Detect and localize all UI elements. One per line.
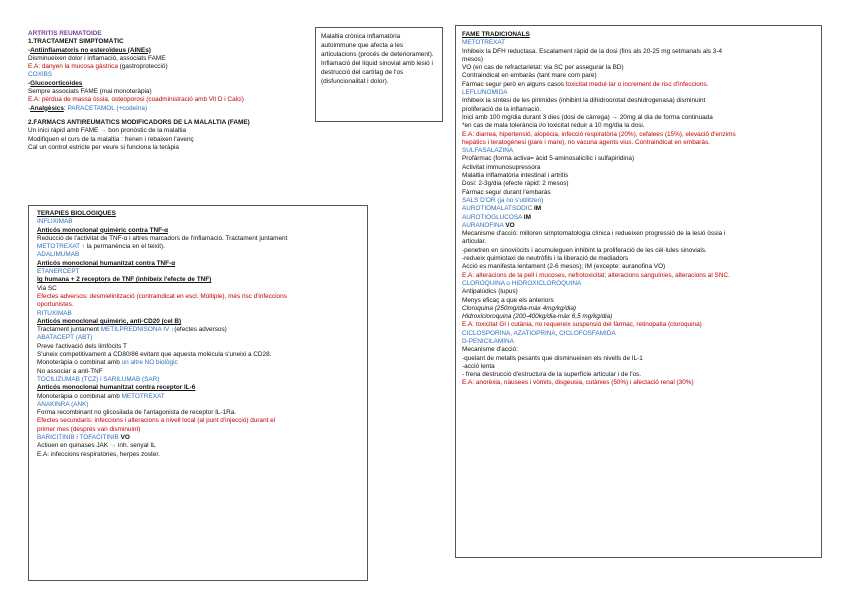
mtx-line-5 bbox=[462, 81, 815, 89]
sulfasalazine-line-5: Fàrmac segur durant l'embaràs bbox=[462, 188, 551, 196]
etanercept-line-2: Via SC bbox=[37, 284, 57, 292]
analgesics-drug: PARACETAMOL (+codeïna) bbox=[67, 104, 148, 112]
arrow-down-icon: ↓ bbox=[171, 326, 175, 334]
aine-label: Antiinflamatoris no esteroïdeus (AINEs) bbox=[30, 46, 151, 54]
sulfasalazine-heading: SULFASALAZINA bbox=[462, 147, 514, 155]
penicillamine-line-2: -quelant de metalls pesants que disminueixen els nivells de IL-1 bbox=[462, 354, 643, 362]
anakinra-line-3: primer mes (després van disminuint) bbox=[37, 425, 141, 433]
aine-adverse bbox=[28, 63, 318, 71]
tocilizumab-heading: TOCILIZUMAB (TCZ) i SARILUMAB (SAR) bbox=[37, 375, 160, 383]
abatacept-line-3 bbox=[37, 359, 359, 367]
gold-salts-heading: SALS D'OR (ja no s'utilitzen) bbox=[462, 196, 544, 204]
gluco-adverse: E.A: pèrdua de massa òssia, osteoporosi (coadministració amb Vit D i Calci) bbox=[28, 96, 244, 104]
sulfasalazine-line-3: Malaltia inflamatòria intestinal i artritis bbox=[462, 172, 569, 180]
chloroquine-heading: CLOROQUINA o HIDROXICLOROQUINA bbox=[462, 279, 582, 287]
mtx-line-3: VO (en cas de refractarietat: via SC per assegurar la BD) bbox=[462, 64, 624, 72]
abatacept-line-3a: Monoteràpia o combinat amb bbox=[37, 359, 120, 367]
traditional-fame-box bbox=[455, 25, 822, 558]
gold-line-5: Acció es manifesta lentament (2-6 mesos); IM (excepte: auranofina VO) bbox=[462, 263, 666, 271]
penicillamine-line-3: -acció lenta bbox=[462, 362, 495, 370]
adalimumab-heading: ADALIMUMAB bbox=[37, 251, 80, 259]
gold-1-name: AUROTIOMALATSÒDIC bbox=[462, 205, 533, 213]
chloroquine-line-3: Cloroquina (250mg/dia-màx 4mg/kg/dia) bbox=[462, 304, 577, 312]
gold-line-2: articular. bbox=[462, 238, 487, 246]
chloroquine-line-4: Hidroxicloroquina (200-400kg/dia-màx 6,5 mg/kg/dia) bbox=[462, 313, 613, 321]
abatacept-line-2: S'uneix competitivament a CD80/86 evitant que aquesta molècula s'uneixi a CD28. bbox=[37, 351, 272, 359]
leflunomide-line-6: hepàtics i teratogènesi (pare i mare), no vacuna agents vius. Contraindicat en embaràs. bbox=[462, 138, 710, 146]
baricitinib-line-1a: Actiuen en quinases JAK bbox=[37, 442, 109, 450]
aine-line-1: Disminueixen dolor i inflamació, associats FAME bbox=[28, 54, 166, 62]
etanercept-line-4: oportunistes. bbox=[37, 301, 74, 309]
section-2-heading: 2.FÀRMACS ANTIREUMÀTICS MODIFICADORS DE LA MALALTIA (FAME) bbox=[28, 118, 250, 126]
chloroquine-line-2: Menys eficaç a que els anteriors bbox=[462, 296, 554, 304]
tocilizumab-line-2a: Monoteràpia o combinat amb bbox=[37, 392, 120, 400]
sulfasalazine-line-1: Profàrmac (forma activa= àcid 5-aminosalicílic i sulfapiridina) bbox=[462, 155, 635, 163]
anakinra-heading: ANAKINRA (ANK) bbox=[37, 400, 89, 408]
sulfasalazine-line-4: Dosi: 2-3g/dia (efecte ràpid: 2 mesos) bbox=[462, 180, 569, 188]
abatacept-line-1: Preve l'activació dels limfòcits T bbox=[37, 342, 127, 350]
rituximab-heading: RITUXIMAB bbox=[37, 309, 72, 317]
penicillamine-line-1: Mecanisme d'acció: bbox=[462, 346, 518, 354]
leflunomide-heading: LEFLUNOMIDA bbox=[462, 89, 508, 97]
leflunomide-line-3: Inici amb 100 mg/dia durant 3 dies (dosi de càrrega) → 20mg al dia de forma continuada bbox=[462, 113, 713, 121]
tocilizumab-line-2b: METOTREXAT bbox=[121, 392, 165, 400]
biologic-therapies-box bbox=[28, 205, 368, 581]
etanercept-heading: ETANERCEPT bbox=[37, 268, 80, 276]
rituximab-line-2a: Tractament juntament bbox=[37, 326, 99, 334]
leflunomide-line-1: Inhibeix la síntesi de les pirimides (inhibint la dihidroorotat deshidrogenasa) disminuint bbox=[462, 97, 706, 105]
gold-line-6: E.A: alteracions de la pell i mucoses, nefrotoxicitat; alteracions sanguínies, alteracions al SNC. bbox=[462, 271, 730, 279]
tocilizumab-line-2 bbox=[37, 393, 359, 401]
baricitinib-heading bbox=[37, 434, 359, 442]
abatacept-line-3b: un altre NO biològic bbox=[121, 359, 178, 367]
abatacept-heading: ABATACEPT (ABT) bbox=[37, 334, 93, 342]
anakinra-line-1: Forma recombinant no glicosilada de l'antagonista de receptor IL-1Ra. bbox=[37, 409, 237, 417]
gold-3 bbox=[462, 222, 815, 230]
abatacept-line-4: No associar a anti-TNF bbox=[37, 367, 103, 375]
mtx-line-5a: Fàrmac segur però en alguns casos bbox=[462, 80, 564, 88]
infliximab-line-2: Reducció de l'activitat de TNF-α i altres marcadors de l'inflamació. Tractament juntament bbox=[37, 234, 288, 242]
definition-text: Malaltia crònica inflamatòria autoimmune que afecta a les articulacions (procés de deteriorament). Inflamació del líquid sinovial amb lesió i destrucció del cartílag de l'os (disfuncionalitat i dolor). bbox=[321, 33, 434, 85]
arrow-right-icon: → bbox=[109, 442, 117, 450]
gold-3-name: AURANOFINA bbox=[462, 221, 504, 229]
infliximab-line-3 bbox=[37, 243, 359, 251]
mtx-line-2: mesos) bbox=[462, 55, 483, 63]
leflunomide-line-5: E.A: diarrea, hipertensió, alopècia, infecció respiratòria (20%), cefalees (15%), elevació d'enzims bbox=[462, 130, 736, 138]
infliximab-mtx: METOTREXAT bbox=[37, 243, 80, 251]
penicillamine-heading: D-PENICILAMINA bbox=[462, 337, 514, 345]
gluco-line-1: Sempre associats FAME (mai monoteràpia) bbox=[28, 88, 152, 96]
leflunomide-line-2: proliferació de la inflamació. bbox=[462, 105, 542, 113]
rituximab-line-2 bbox=[37, 326, 359, 334]
infliximab-heading: INFLIXIMAB bbox=[37, 218, 73, 226]
gold-2 bbox=[462, 214, 815, 222]
cyclosporine-heading: CICLOSPORINA, AZATIOPRINA, CICLOFOSFAMIDA bbox=[462, 329, 616, 337]
arrow-right-icon: → bbox=[100, 127, 107, 135]
baricitinib-line-1b: inh. senyal IL bbox=[118, 442, 156, 450]
bio-title: TERÀPIES BIOLÒGIQUES bbox=[37, 210, 116, 217]
gluco-label: Glucocorticoides bbox=[30, 79, 83, 87]
analgesics-line: -Analgèsics: PARACETAMOL (+codeïna) bbox=[28, 104, 148, 112]
definition-box bbox=[315, 27, 443, 122]
chloroquine-line-5: E.A: toxicitat GI i cutània, no requereix suspensió del fàrmac, retinopatia (cloroquina) bbox=[462, 321, 702, 329]
fame-line-1a: Un inici ràpid amb FAME bbox=[28, 127, 99, 135]
rituximab-line-1: Anticós monoclonal quimèric, anti-CD20 (cel B) bbox=[37, 317, 182, 325]
fame-line-2: Modifiquen el curs de la malaltia : frenen i rebaixen l'avenç bbox=[28, 135, 194, 143]
section-1-heading: 1.TRACTAMENT SIMPTOMÀTIC bbox=[28, 38, 124, 46]
gold-1-route: IM bbox=[533, 205, 542, 213]
tocilizumab-line-1: Anticós monoclonal humanitzat contra receptor IL-6 bbox=[37, 384, 196, 392]
gluco-heading: -Glucocorticoides bbox=[28, 79, 83, 87]
gold-2-route: IM bbox=[523, 213, 531, 221]
gold-1 bbox=[462, 205, 815, 213]
main-title: ARTRITIS REUMATOIDE bbox=[28, 30, 102, 37]
gold-line-4: -redueix quimiotaxi de neutròfils i la liberació de mediadors bbox=[462, 255, 629, 263]
infliximab-line-1: Anticós monoclonal quimèric contra TNF-α bbox=[37, 226, 169, 234]
gold-3-route: VO bbox=[505, 221, 515, 229]
baricitinib-line-1 bbox=[37, 442, 359, 450]
rituximab-drug: METILPREDNISONA IV bbox=[100, 326, 170, 334]
anakinra-line-2: Efectes secundaris: infeccions i alteracions a nivell local (al punt d'injecció) durant el bbox=[37, 417, 276, 425]
sulfasalazine-line-2: Activitat immunosupressora bbox=[462, 163, 541, 171]
mtx-line-4: Contraindicat en embaràs (tant mare com pare) bbox=[462, 72, 597, 80]
adalimumab-line-1: Anticós monoclonal humanitzat contra TNF-α bbox=[37, 259, 176, 267]
coxibs-label: COXIBS bbox=[28, 71, 53, 79]
gold-2-name: AUROTIOGLUCOSA bbox=[462, 213, 523, 221]
rituximab-line-2c: (efectes adversos) bbox=[174, 326, 227, 334]
mtx-heading: METOTREXAT bbox=[462, 39, 506, 47]
fame-title: FAME TRADICIONALS bbox=[462, 31, 530, 38]
left-column bbox=[28, 30, 318, 152]
gold-line-3: -penetren en sinoviòcits i acumuleguen inhibint la proliferació de les cèl·lules sinovials. bbox=[462, 246, 707, 254]
aine-heading: -Antiinflamatoris no esteroïdeus (AINEs) bbox=[28, 46, 151, 54]
analgesics-label: Analgèsics bbox=[30, 104, 64, 112]
aine-adverse-note: (gastroprotecció) bbox=[117, 63, 168, 71]
chloroquine-line-1: Antipalúdics (lupus) bbox=[462, 288, 518, 296]
etanercept-line-1: Ig humana + 2 receptors de TNF (inhibeix l'efecte de TNF) bbox=[37, 276, 212, 284]
fame-line-1 bbox=[28, 127, 318, 135]
baricitinib-line-2: E.A: infeccions respiratòries, herpes zoster. bbox=[37, 450, 160, 458]
mtx-line-5b: toxicitat medul·lar o increment de risc d'infeccions. bbox=[565, 80, 709, 88]
fame-line-3: Cal un control estricte per veure si funciona la teràpia bbox=[28, 143, 179, 151]
fame-line-1b: bon pronòstic de la malaltia bbox=[108, 127, 187, 135]
baricitinib-route: VO bbox=[120, 434, 130, 442]
gold-line-1: Mecanisme d'acció: milloren simptomatologia clínica i redueixen progressió de la lesió òssia i bbox=[462, 230, 726, 238]
etanercept-line-3: Efectes adversos: desmielinització (contraindicat en escl. Múltiple), més risc d'infeccions bbox=[37, 292, 287, 300]
penicillamine-line-4: - frena destrucció d'estructura de la superfície articular i de l'os. bbox=[462, 371, 641, 379]
baricitinib-names: BARICITINIB i TOFACITINIB bbox=[37, 434, 119, 442]
arrow-up-icon: ↑ bbox=[81, 243, 85, 251]
infliximab-line-3b: la permanència en el teixit). bbox=[86, 243, 165, 251]
aine-adverse-text: E.A: danyen la mucosa gàstrica bbox=[28, 63, 118, 71]
penicillamine-line-5: E.A: anorèxia, nàusees i vòmits, disgeusia, cutànies (50%) i afectació renal (30%) bbox=[462, 379, 694, 387]
leflunomide-line-4: *en cas de mala tolerància i/o toxicitat reduir a 10 mg/dia la dosi. bbox=[462, 122, 645, 130]
mtx-line-1: Inhibeix la DFH reductasa. Escalament ràpid de la dosi (fins als 20-25 mg setmanals als 3-4 bbox=[462, 47, 723, 55]
